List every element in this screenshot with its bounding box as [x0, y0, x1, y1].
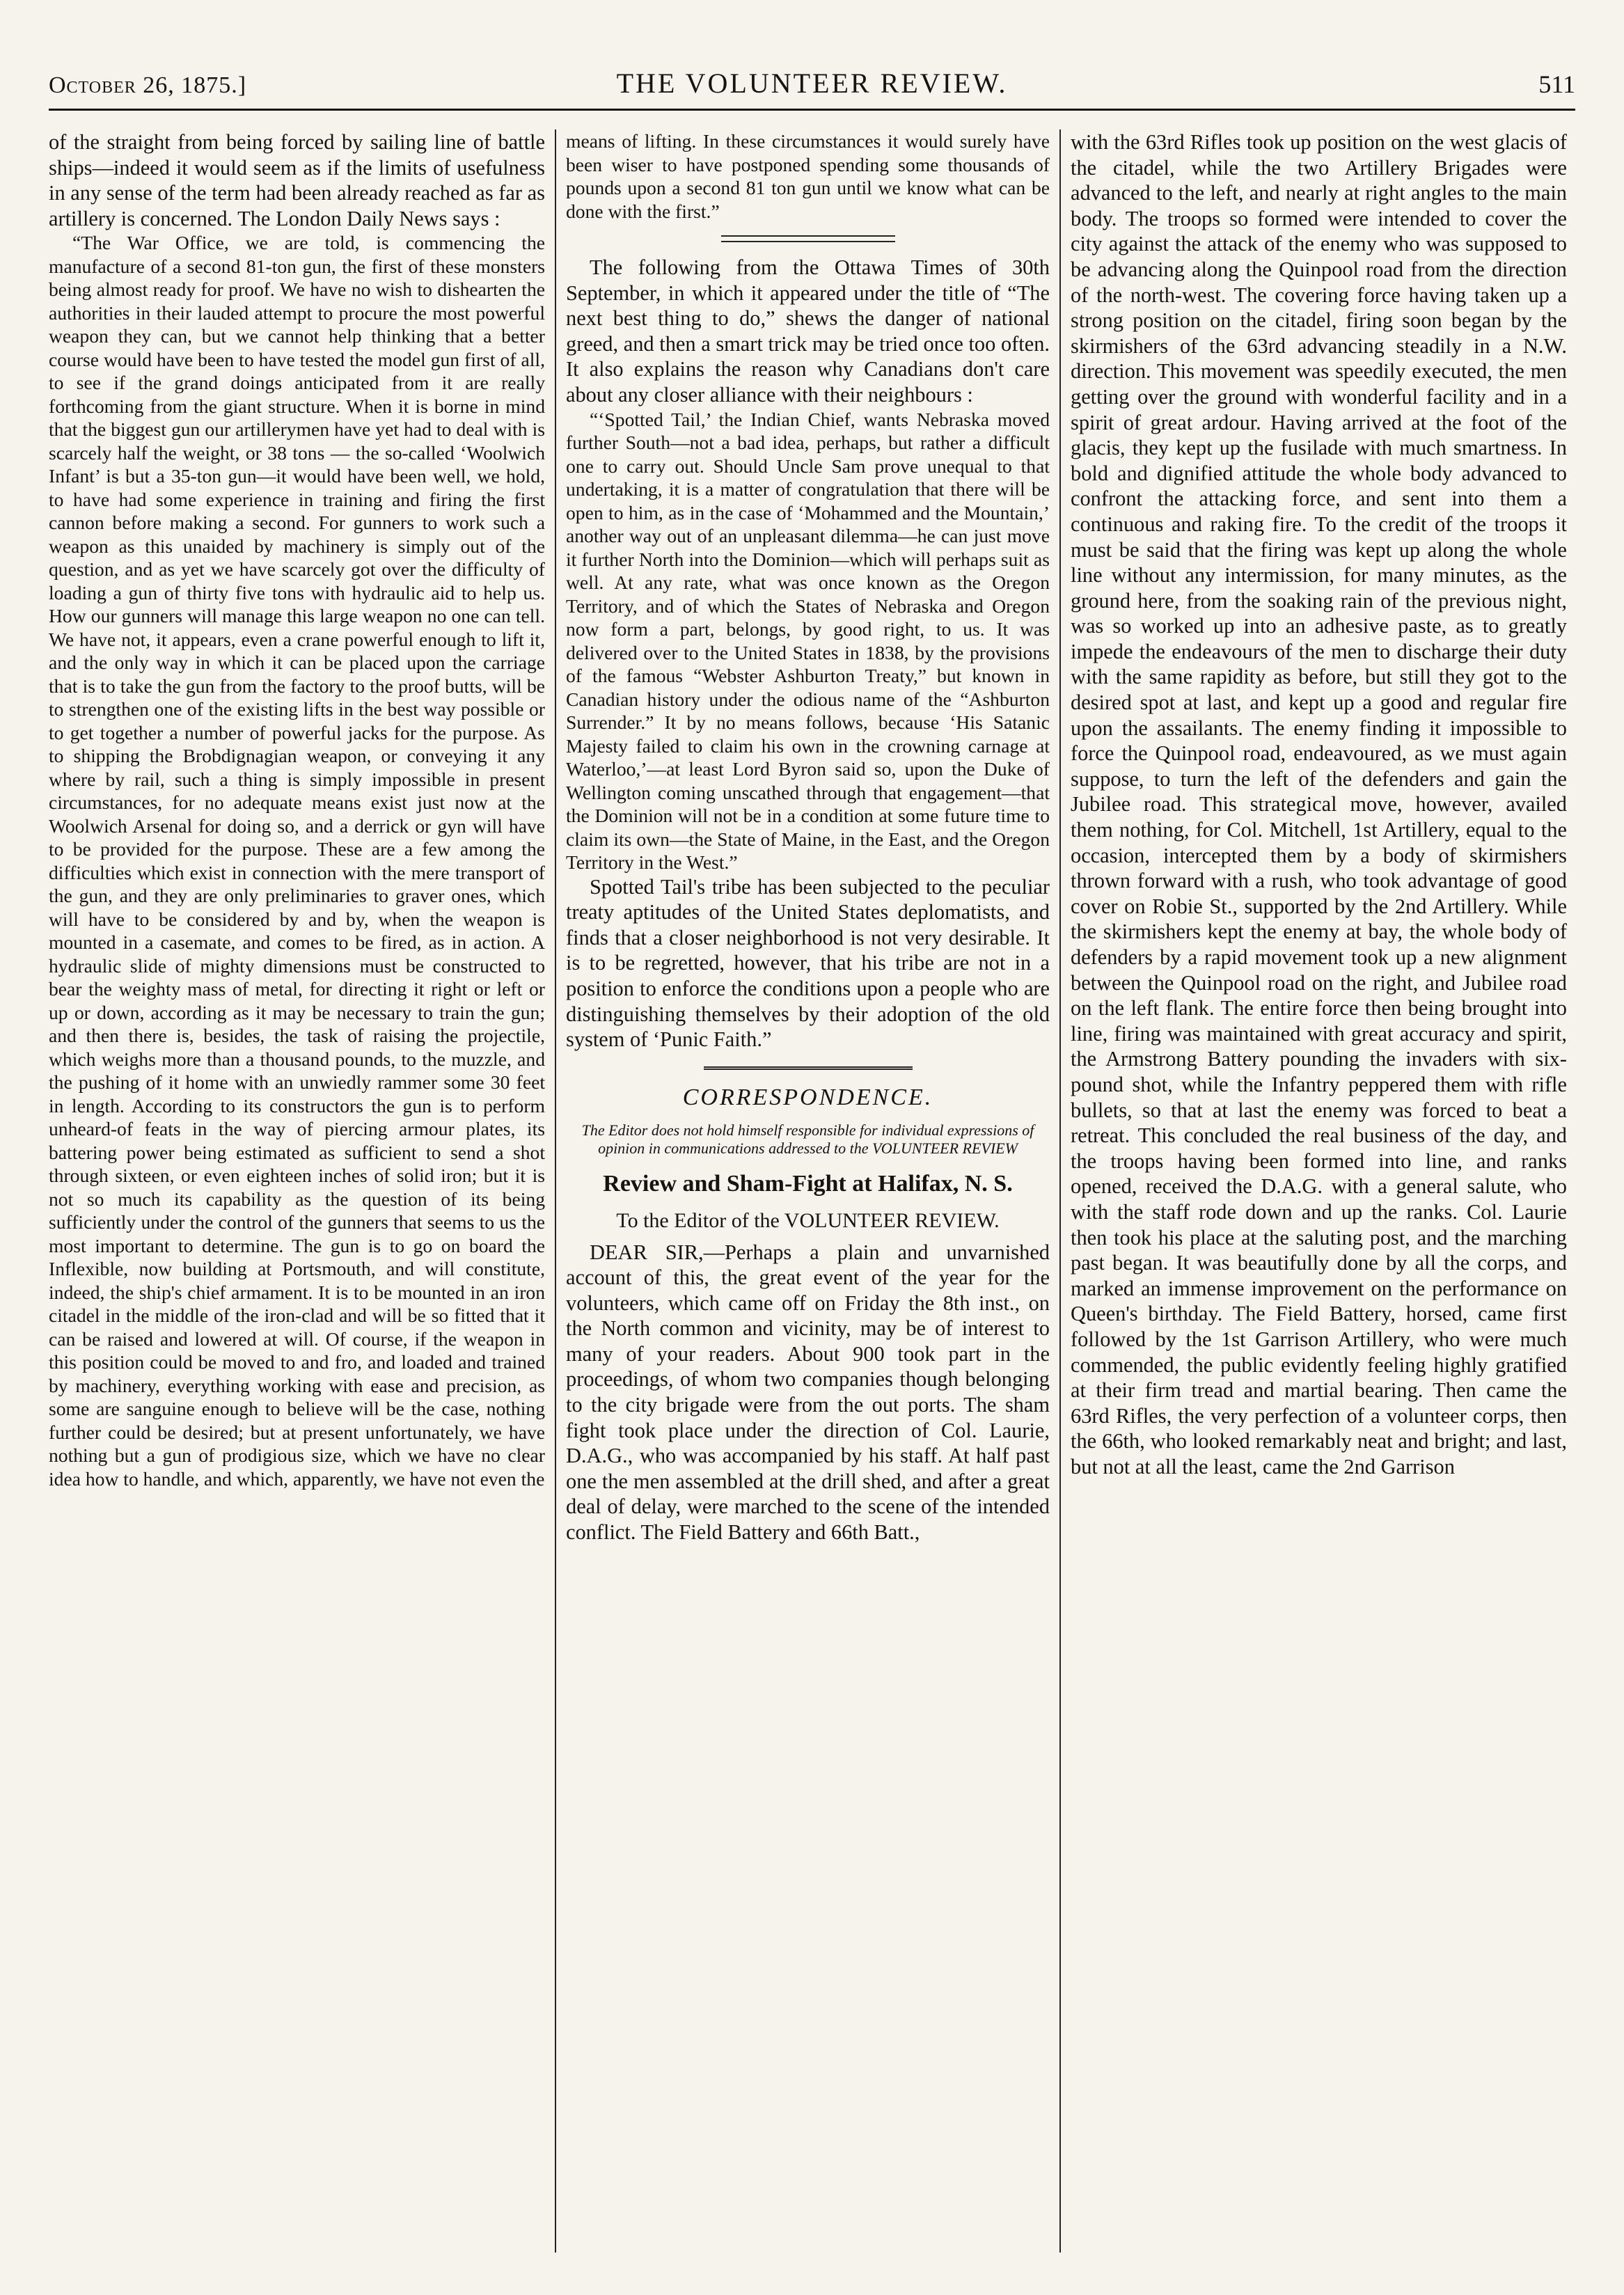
text-columns	[49, 129, 1575, 2253]
column-2	[555, 129, 1061, 2253]
editor-disclaimer: The Editor does not hold himself responsible for individual expressions of opinion in communications addressed to the VOLUNTEER REVIEW	[581, 1121, 1034, 1158]
daily-news-quote: “The War Office, we are told, is commencing the manufacture of a second 81-ton gun, the first of these monsters being almost ready for proof. We have no wish to dishearten the authorities in their lauded attempt to procure the most powerful weapon they can, but we cannot help thinking that a better course would have been to have tested the model gun first of all, to see if the grand doings anticipated from it are really forthcoming from the giant structure. When it is borne in mind that the biggest gun our artillerymen have yet had to deal with is scarcely half the weight, or 38 tons — the so-called ‘Woolwich Infant’ is but a 35-ton gun—it would have been well, we hold, to have had some experience in training and firing the first cannon before making a second. For gunners to work such a weapon as this unaided by machinery is simply out of the question, and as yet we have scarcely got over the difficulty of loading a gun of thirty five tons with hydraulic aid to help us. How our gunners will manage this large weapon no one can tell. We have not, it appears, even a crane powerful enough to lift it, and the only way in which it can be placed upon the carriage that is to take the gun from the factory to the proof butts, will be to strengthen one of the existing lifts in the best way possible or to get together a number of powerful jacks for the purpose. As to shipping the Brobdignagian weapon, or conveying it any where by rail, such a thing is simply impossible in present circumstances, for no adequate means exist just now at the Woolwich Arsenal for doing so, and a derrick or gyn will have to be provided for the purpose. These are a few among the difficulties which exist in connection with the mere transport of the gun, and they are only preliminaries to graver ones, which will have to be considered by and by, when the weapon is mounted in a casemate, and comes to be fired, as in action. A hydraulic slide of mighty dimensions must be constructed to bear the weighty mass of metal, for directing it right or left or up or down, according as it may be necessary to train the gun; and then there is, besides, the task of raising the projectile, which weighs more than a thousand pounds, to the muzzle, and the pushing of it home with an unwiedly rammer some 30 feet in length. According to its constructors the gun is to perform unheard-of feats in the way of piercing armour plates, its battering power being estimated as sufficient to send a shot through sixteen, or even eighteen inches of solid iron; but it is not so much its capability as the question of its being sufficiently under the control of the gunners that seems to us the most important to determine. The gun is to go on board the Inflexible, now building at Portsmouth, and will constitute, indeed, the ship's chief armament. It is to be mounted in an iron citadel in the middle of the iron-clad and will be so fitted that it can be raised and lowered at will. Of course, if the weapon in this position could be moved to and fro, and loaded and trained by machinery, everything working with ease and precision, as some are sanguine enough to believe will be the case, nothing further could be desired; but at present unfortunately, we have nothing but a gun of prodigious size, which we have no clear idea how to handle, and which, apparently, we have not even the	[49, 232, 545, 1490]
publication-title: THE VOLUNTEER REVIEW.	[616, 68, 1008, 99]
section-separator	[721, 235, 895, 242]
issue-date: October 26, 1875.]	[49, 72, 247, 98]
sham-fight-narrative: with the 63rd Rifles took up position on the west glacis of the citadel, while the two Artillery Brigades were advanced to the left, and nearly at right angles to the main body. The troops so formed were intended to cover the city against the attack of the enemy who was supposed to be advancing along the Quinpool road from the direction of the north-west. The covering force having taken up a strong position on the citadel, firing soon began by the skirmishers of the 63rd advancing steadily in a N.W. direction. This movement was speedily executed, the men getting over the ground with wonderful facility and in a spirit of great ardour. Having arrived at the foot of the glacis, they kept up the fusilade with much smartness. In bold and dignified attitude the whole body advanced to confront the attacking force, and sent into them a continuous and raking fire. To the credit of the troops it must be said that the firing was kept up along the whole line without any intermission, for many minutes, as the ground here, from the soaking rain of the previous night, was so worked up into an adhesive paste, as to greatly impede the endeavours of the men to discharge their duty with the same rapidity as before, but still they got to the desired spot at last, and kept up a good and regular fire upon the assailants. The enemy finding it impossible to force the Quinpool road, endeavoured, as we must again suppose, to turn the left of the defenders and gain the Jubilee road. This strategical move, however, availed them nothing, for Col. Mitchell, 1st Artillery, equal to the occasion, intercepted them by a body of skirmishers thrown forward with a rush, who took advantage of good cover on Robie St., supported by the 2nd Artillery. While the skirmishers kept the enemy at bay, the whole body of defenders by a rapid movement took up a new alignment between the Quinpool road on the right, and Jubilee road on the left flank. The entire force then being brought into line, firing was maintained with great accuracy and spirit, the Armstrong Battery pounding the invaders with six-pound shot, while the Infantry peppered them with rifle bullets, so that at last the enemy was forced to beat a retreat. This concluded the real business of the day, and the troops having been formed into line, and ranks opened, received the D.A.G. with a general salute, who with the staff rode down and up the ranks. Col. Laurie then took his place at the saluting post, and the marching past began. It was beautifully done by all the corps, and marked an immense improvement on the performance on Queen's birthday. The Field Battery, horsed, came first followed by the 1st Garrison Artillery, who were much commended, the public evidently feeling highly gratified at their firm tread and martial bearing. Then came the 63rd Rifles, the very perfection of a volunteer corps, then the 66th, who looked remarkably neat and bright; and last, but not at all the least, came the 2nd Garrison	[1071, 130, 1567, 1478]
section-heading: CORRESPONDENCE.	[682, 1084, 933, 1110]
daily-news-quote-end: means of lifting. In these circumstances it would surely have been wiser to have postponed spending some thousands of pounds upon a second 81 ton gun until we know what can be done with the first.”	[566, 130, 1050, 222]
ottawa-times-intro: The following from the Ottawa Times of 30th September, in which it appeared under the title of “The next best thing to do,” shews the danger of national greed, and then a smart trick may be tried once too often. It also explains the reason why Canadians don't care about any closer alliance with their neighbours :	[566, 255, 1050, 407]
page-header	[49, 67, 1575, 102]
article-title: Review and Sham-Fight at Halifax, N. S.	[603, 1171, 1013, 1197]
letter-salutation: To the Editor of the VOLUNTEER REVIEW.	[616, 1208, 1000, 1232]
spotted-tail-paragraph: Spotted Tail's tribe has been subjected to the peculiar treaty aptitudes of the United States deplomatists, and finds that a closer neighborhood is not very desirable. It is to be regretted, however, that his tribe are not in a position to enforce the conditions upon a people who are distinguishing themselves by their adoption of the old system of ‘Punic Faith.”	[566, 874, 1050, 1052]
intro-paragraph: of the straight from being forced by sailing line of battle ships—indeed it would seem as if the limits of usefulness in any sense of the term had been already reached as far as artillery is concerned. The London Daily News says :	[49, 130, 545, 230]
column-1	[49, 129, 555, 2253]
column-3	[1061, 129, 1567, 2253]
letter-paragraph: DEAR SIR,—Perhaps a plain and unvarnished account of this, the great event of the year for the volunteers, which came off on Friday the 8th inst., on the North common and vicinity, may be of interest to many of your readers. About 900 took part in the proceedings, of whom two companies though belonging to the city brigade were from the out ports. The sham fight took place under the direction of Col. Laurie, D.A.G., who was accompanied by his staff. At half past one the men assembled at the drill shed, and after a great deal of delay, were marched to the scene of the intended conflict. The Field Battery and 66th Batt.,	[566, 1240, 1050, 1545]
page-number: 511	[1538, 70, 1575, 98]
double-separator	[704, 1066, 913, 1071]
ottawa-times-quote: “‘Spotted Tail,’ the Indian Chief, wants Nebraska moved further South—not a bad idea, perhaps, but rather a difficult one to carry out. Should Uncle Sam prove unequal to that undertaking, it is a matter of congratulation that there will be open to him, as in the case of ‘Mohammed and the Mountain,’ another way out of an unpleasant dilemma—he can just move it further North into the Dominion—which will perhaps suit as well. At any rate, what was once known as the Oregon Territory, and of which the States of Nebraska and Oregon now form a part, belongs, by good right, to us. It was delivered over to the United States in 1838, by the provisions of the famous “Webster Ashburton Treaty,” but known in Canadian history under the odious name of the “Ashburton Surrender.” It by no means follows, because ‘His Satanic Majesty failed to claim his own in the crowning carnage at Waterloo,’—at least Lord Byron said so, upon the Duke of Wellington coming unscathed through that engagement—that the Dominion will not be in a condition at some future time to claim its own—the State of Maine, in the East, and the Oregon Territory in the West.”	[566, 408, 1050, 874]
header-rule	[49, 109, 1575, 111]
